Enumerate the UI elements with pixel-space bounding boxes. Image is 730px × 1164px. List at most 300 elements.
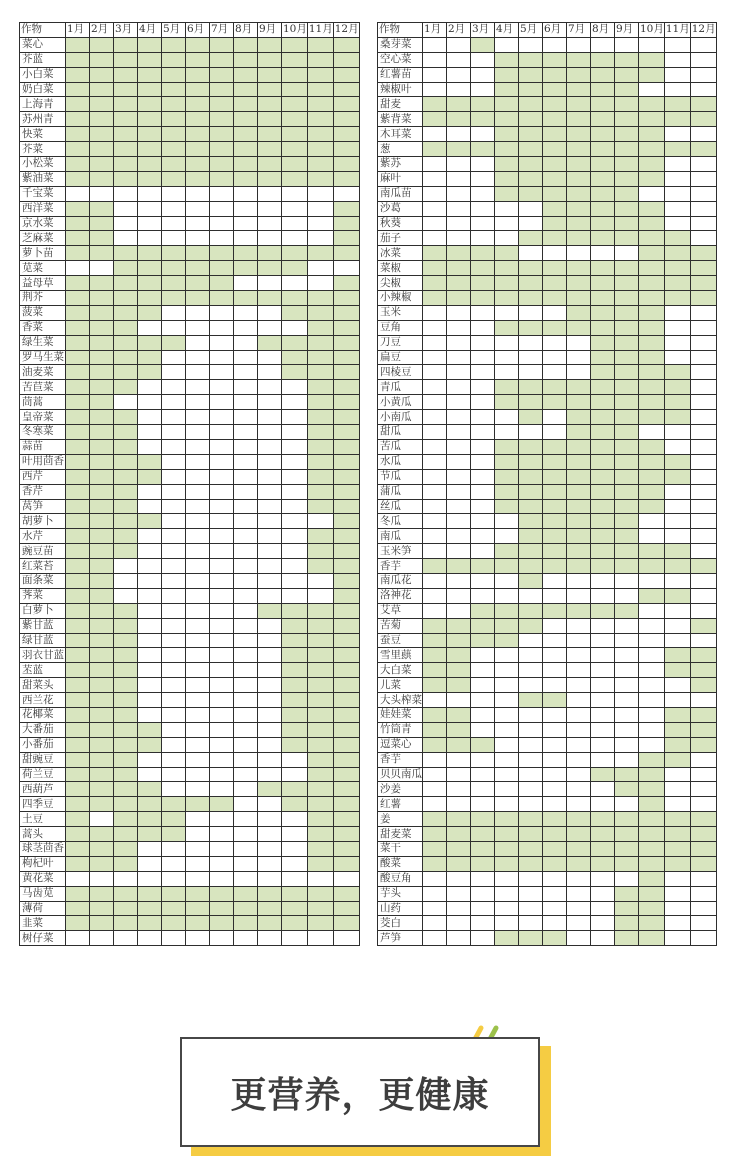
month-cell-in-season	[282, 261, 308, 276]
month-cell-in-season	[162, 916, 186, 931]
month-cell-in-season	[333, 380, 359, 395]
crop-name: 紫背菜	[378, 112, 423, 127]
table-row	[378, 127, 717, 142]
month-cell-empty	[543, 871, 567, 886]
month-cell-empty	[664, 157, 690, 172]
month-cell-empty	[333, 186, 359, 201]
month-cell-in-season	[423, 559, 447, 574]
month-cell-empty	[234, 380, 258, 395]
month-cell-in-season	[639, 231, 665, 246]
month-cell-in-season	[543, 469, 567, 484]
month-cell-in-season	[210, 246, 234, 261]
month-cell-in-season	[114, 782, 138, 797]
month-cell-in-season	[114, 67, 138, 82]
month-cell-empty	[210, 529, 234, 544]
month-cell-in-season	[282, 886, 308, 901]
month-cell-in-season	[615, 827, 639, 842]
month-cell-empty	[519, 797, 543, 812]
month-cell-empty	[138, 395, 162, 410]
month-cell-empty	[664, 871, 690, 886]
month-cell-empty	[690, 395, 716, 410]
month-cell-in-season	[543, 603, 567, 618]
crop-name: 甜瓜	[378, 425, 423, 440]
month-cell-empty	[495, 529, 519, 544]
month-cell-empty	[471, 410, 495, 425]
month-cell-in-season	[307, 320, 333, 335]
month-cell-in-season	[66, 469, 90, 484]
month-cell-empty	[210, 573, 234, 588]
crop-name: 甜麦	[378, 97, 423, 112]
table-row	[378, 320, 717, 335]
month-cell-empty	[258, 529, 282, 544]
month-cell-in-season	[447, 722, 471, 737]
month-cell-empty	[258, 871, 282, 886]
month-cell-in-season	[591, 67, 615, 82]
month-cell-in-season	[66, 246, 90, 261]
month-cell-in-season	[333, 618, 359, 633]
month-cell-empty	[186, 752, 210, 767]
month-cell-empty	[495, 425, 519, 440]
month-cell-in-season	[519, 827, 543, 842]
crop-name: 大白菜	[378, 663, 423, 678]
header-row	[378, 23, 717, 38]
month-cell-in-season	[114, 439, 138, 454]
month-cell-in-season	[258, 157, 282, 172]
month-cell-empty	[282, 454, 308, 469]
header-row	[20, 23, 360, 38]
month-cell-empty	[138, 767, 162, 782]
month-cell-in-season	[138, 737, 162, 752]
month-cell-empty	[162, 782, 186, 797]
table-row	[20, 216, 360, 231]
month-cell-in-season	[664, 722, 690, 737]
month-cell-in-season	[186, 261, 210, 276]
month-cell-in-season	[639, 380, 665, 395]
crop-name: 扁豆	[378, 350, 423, 365]
month-cell-in-season	[543, 216, 567, 231]
month-cell-empty	[447, 380, 471, 395]
month-cell-in-season	[186, 276, 210, 291]
month-cell-in-season	[162, 797, 186, 812]
month-cell-empty	[162, 633, 186, 648]
month-cell-in-season	[447, 246, 471, 261]
month-cell-in-season	[423, 112, 447, 127]
crop-name: 贝贝南瓜	[378, 767, 423, 782]
month-header: 3月	[114, 23, 138, 38]
month-cell-in-season	[282, 648, 308, 663]
month-cell-empty	[186, 931, 210, 946]
month-cell-in-season	[333, 157, 359, 172]
month-cell-in-season	[543, 261, 567, 276]
crop-name: 大头榨菜	[378, 693, 423, 708]
month-cell-in-season	[333, 320, 359, 335]
month-cell-in-season	[162, 886, 186, 901]
month-cell-in-season	[90, 484, 114, 499]
month-cell-in-season	[307, 454, 333, 469]
month-cell-empty	[423, 514, 447, 529]
table-row	[20, 82, 360, 97]
month-cell-in-season	[447, 663, 471, 678]
month-cell-in-season	[114, 305, 138, 320]
month-cell-empty	[567, 663, 591, 678]
table-row	[378, 201, 717, 216]
month-cell-in-season	[591, 171, 615, 186]
month-cell-empty	[471, 335, 495, 350]
month-cell-in-season	[423, 261, 447, 276]
month-cell-empty	[447, 871, 471, 886]
month-cell-empty	[519, 737, 543, 752]
table-row	[20, 380, 360, 395]
crop-name: 酸豆角	[378, 871, 423, 886]
month-cell-in-season	[664, 142, 690, 157]
month-cell-in-season	[90, 97, 114, 112]
month-cell-empty	[690, 871, 716, 886]
month-cell-in-season	[90, 588, 114, 603]
month-cell-empty	[690, 886, 716, 901]
month-cell-empty	[519, 216, 543, 231]
month-cell-in-season	[333, 901, 359, 916]
month-cell-in-season	[66, 97, 90, 112]
table-row	[20, 186, 360, 201]
month-cell-in-season	[282, 797, 308, 812]
month-cell-in-season	[615, 544, 639, 559]
month-cell-in-season	[567, 276, 591, 291]
month-cell-in-season	[591, 186, 615, 201]
month-cell-empty	[690, 231, 716, 246]
month-cell-empty	[186, 573, 210, 588]
month-cell-empty	[690, 603, 716, 618]
month-cell-in-season	[591, 365, 615, 380]
month-cell-in-season	[543, 812, 567, 827]
crop-name: 辣椒叶	[378, 82, 423, 97]
month-cell-empty	[423, 767, 447, 782]
month-cell-empty	[543, 678, 567, 693]
month-header: 2月	[90, 23, 114, 38]
crop-name: 莴笋	[20, 499, 66, 514]
month-cell-empty	[186, 395, 210, 410]
table-row	[378, 142, 717, 157]
month-cell-empty	[591, 916, 615, 931]
table-row	[378, 886, 717, 901]
month-cell-in-season	[234, 97, 258, 112]
month-cell-empty	[258, 633, 282, 648]
month-cell-in-season	[495, 812, 519, 827]
month-cell-in-season	[210, 261, 234, 276]
month-cell-empty	[543, 886, 567, 901]
month-cell-empty	[591, 663, 615, 678]
month-cell-in-season	[664, 663, 690, 678]
month-cell-in-season	[664, 588, 690, 603]
month-cell-in-season	[495, 439, 519, 454]
table-row	[20, 112, 360, 127]
month-cell-in-season	[615, 559, 639, 574]
month-cell-empty	[282, 186, 308, 201]
month-cell-in-season	[519, 291, 543, 306]
table-row	[378, 454, 717, 469]
month-cell-in-season	[591, 767, 615, 782]
month-cell-in-season	[282, 737, 308, 752]
month-cell-in-season	[138, 797, 162, 812]
month-cell-empty	[447, 782, 471, 797]
month-cell-in-season	[639, 171, 665, 186]
crop-name: 菜干	[378, 841, 423, 856]
month-cell-empty	[495, 737, 519, 752]
month-cell-in-season	[447, 559, 471, 574]
month-cell-empty	[471, 201, 495, 216]
month-cell-empty	[234, 841, 258, 856]
month-cell-empty	[447, 797, 471, 812]
month-cell-empty	[690, 216, 716, 231]
month-cell-in-season	[664, 737, 690, 752]
month-cell-in-season	[138, 67, 162, 82]
month-cell-empty	[186, 410, 210, 425]
month-cell-in-season	[591, 201, 615, 216]
month-cell-in-season	[543, 380, 567, 395]
month-cell-in-season	[186, 127, 210, 142]
crop-name: 西葫芦	[20, 782, 66, 797]
table-row	[20, 305, 360, 320]
table-row	[378, 752, 717, 767]
month-cell-in-season	[114, 529, 138, 544]
month-cell-empty	[471, 171, 495, 186]
month-cell-in-season	[66, 410, 90, 425]
month-cell-empty	[210, 439, 234, 454]
month-cell-empty	[258, 469, 282, 484]
month-cell-in-season	[282, 305, 308, 320]
table-row	[20, 499, 360, 514]
month-cell-empty	[234, 737, 258, 752]
month-cell-in-season	[519, 380, 543, 395]
month-cell-in-season	[567, 544, 591, 559]
table-row	[378, 603, 717, 618]
month-cell-in-season	[423, 97, 447, 112]
month-cell-in-season	[333, 425, 359, 440]
table-row	[378, 588, 717, 603]
month-cell-empty	[543, 335, 567, 350]
table-row	[378, 484, 717, 499]
month-cell-in-season	[471, 291, 495, 306]
month-cell-empty	[210, 767, 234, 782]
month-cell-empty	[615, 737, 639, 752]
month-cell-empty	[90, 931, 114, 946]
crop-name: 西芹	[20, 469, 66, 484]
table-row	[378, 737, 717, 752]
month-cell-in-season	[90, 365, 114, 380]
month-cell-in-season	[333, 633, 359, 648]
month-cell-in-season	[495, 380, 519, 395]
month-cell-empty	[447, 499, 471, 514]
month-cell-empty	[210, 931, 234, 946]
table-row	[20, 365, 360, 380]
month-cell-empty	[543, 37, 567, 52]
month-cell-in-season	[567, 142, 591, 157]
month-cell-in-season	[90, 782, 114, 797]
month-cell-empty	[210, 678, 234, 693]
month-cell-in-season	[543, 157, 567, 172]
month-cell-in-season	[471, 97, 495, 112]
month-cell-in-season	[495, 186, 519, 201]
table-row	[378, 261, 717, 276]
month-cell-empty	[543, 901, 567, 916]
table-row	[20, 157, 360, 172]
month-cell-in-season	[591, 82, 615, 97]
month-cell-in-season	[186, 886, 210, 901]
month-cell-empty	[690, 201, 716, 216]
month-cell-empty	[567, 573, 591, 588]
month-cell-in-season	[66, 767, 90, 782]
month-cell-in-season	[423, 841, 447, 856]
month-cell-empty	[234, 648, 258, 663]
month-cell-empty	[210, 499, 234, 514]
month-cell-in-season	[664, 454, 690, 469]
month-cell-empty	[282, 841, 308, 856]
table-row	[20, 127, 360, 142]
month-cell-in-season	[519, 171, 543, 186]
month-cell-in-season	[307, 678, 333, 693]
month-cell-empty	[471, 305, 495, 320]
month-cell-empty	[591, 737, 615, 752]
month-cell-in-season	[307, 722, 333, 737]
month-cell-empty	[471, 663, 495, 678]
month-cell-empty	[543, 588, 567, 603]
month-cell-in-season	[639, 752, 665, 767]
month-cell-empty	[495, 663, 519, 678]
month-cell-in-season	[567, 812, 591, 827]
table-row	[378, 633, 717, 648]
month-cell-in-season	[567, 856, 591, 871]
month-cell-empty	[423, 454, 447, 469]
month-cell-empty	[519, 886, 543, 901]
month-cell-in-season	[664, 559, 690, 574]
month-cell-empty	[282, 767, 308, 782]
month-cell-empty	[615, 752, 639, 767]
month-cell-in-season	[282, 52, 308, 67]
month-cell-empty	[664, 67, 690, 82]
month-cell-empty	[664, 350, 690, 365]
month-cell-empty	[664, 201, 690, 216]
crop-name: 南瓜花	[378, 573, 423, 588]
month-cell-empty	[471, 484, 495, 499]
month-cell-empty	[471, 752, 495, 767]
month-cell-in-season	[90, 886, 114, 901]
month-cell-in-season	[447, 812, 471, 827]
month-cell-empty	[258, 856, 282, 871]
month-cell-in-season	[186, 82, 210, 97]
month-cell-in-season	[90, 350, 114, 365]
month-cell-in-season	[639, 157, 665, 172]
table-row	[378, 112, 717, 127]
month-cell-in-season	[114, 246, 138, 261]
crop-name: 白萝卜	[20, 603, 66, 618]
month-cell-in-season	[519, 52, 543, 67]
table-row	[20, 246, 360, 261]
month-header: 12月	[691, 23, 716, 36]
month-cell-empty	[258, 514, 282, 529]
month-cell-empty	[258, 573, 282, 588]
month-cell-in-season	[114, 886, 138, 901]
month-cell-empty	[447, 52, 471, 67]
month-cell-in-season	[615, 261, 639, 276]
month-cell-in-season	[66, 127, 90, 142]
month-cell-empty	[234, 276, 258, 291]
month-cell-in-season	[447, 276, 471, 291]
month-cell-empty	[114, 186, 138, 201]
month-cell-empty	[162, 425, 186, 440]
month-cell-in-season	[591, 841, 615, 856]
month-cell-in-season	[90, 305, 114, 320]
month-cell-in-season	[519, 320, 543, 335]
month-cell-in-season	[690, 618, 716, 633]
month-cell-in-season	[471, 112, 495, 127]
month-cell-in-season	[639, 67, 665, 82]
month-cell-empty	[210, 871, 234, 886]
month-cell-in-season	[567, 127, 591, 142]
month-cell-in-season	[543, 201, 567, 216]
month-cell-empty	[567, 901, 591, 916]
month-cell-in-season	[282, 246, 308, 261]
month-cell-empty	[519, 901, 543, 916]
month-cell-in-season	[664, 365, 690, 380]
month-cell-empty	[519, 678, 543, 693]
month-cell-in-season	[138, 112, 162, 127]
month-cell-in-season	[66, 216, 90, 231]
month-cell-empty	[447, 931, 471, 946]
month-cell-empty	[567, 648, 591, 663]
month-cell-empty	[543, 350, 567, 365]
month-header: 10月	[640, 23, 664, 36]
month-cell-in-season	[591, 127, 615, 142]
month-cell-empty	[138, 439, 162, 454]
month-header: 5月	[519, 23, 543, 38]
month-cell-empty	[519, 365, 543, 380]
month-cell-in-season	[567, 97, 591, 112]
month-cell-in-season	[639, 395, 665, 410]
month-cell-empty	[234, 678, 258, 693]
month-cell-in-season	[591, 276, 615, 291]
month-cell-empty	[186, 484, 210, 499]
month-cell-in-season	[615, 157, 639, 172]
month-cell-empty	[567, 722, 591, 737]
month-cell-empty	[162, 305, 186, 320]
month-cell-in-season	[471, 246, 495, 261]
right-table-body	[378, 37, 717, 945]
month-cell-in-season	[543, 171, 567, 186]
month-cell-empty	[234, 231, 258, 246]
month-cell-in-season	[162, 827, 186, 842]
table-row	[20, 335, 360, 350]
month-cell-in-season	[333, 782, 359, 797]
month-cell-in-season	[423, 276, 447, 291]
month-cell-empty	[138, 380, 162, 395]
month-cell-empty	[591, 931, 615, 946]
month-cell-in-season	[543, 931, 567, 946]
month-cell-in-season	[615, 305, 639, 320]
month-cell-in-season	[234, 37, 258, 52]
month-cell-empty	[471, 797, 495, 812]
month-cell-in-season	[333, 767, 359, 782]
month-cell-in-season	[114, 335, 138, 350]
month-cell-empty	[591, 871, 615, 886]
month-cell-in-season	[114, 52, 138, 67]
month-cell-in-season	[282, 916, 308, 931]
month-cell-in-season	[615, 603, 639, 618]
month-cell-empty	[495, 901, 519, 916]
month-cell-in-season	[333, 231, 359, 246]
month-cell-empty	[690, 380, 716, 395]
month-cell-empty	[114, 395, 138, 410]
table-row	[378, 841, 717, 856]
month-cell-in-season	[567, 320, 591, 335]
